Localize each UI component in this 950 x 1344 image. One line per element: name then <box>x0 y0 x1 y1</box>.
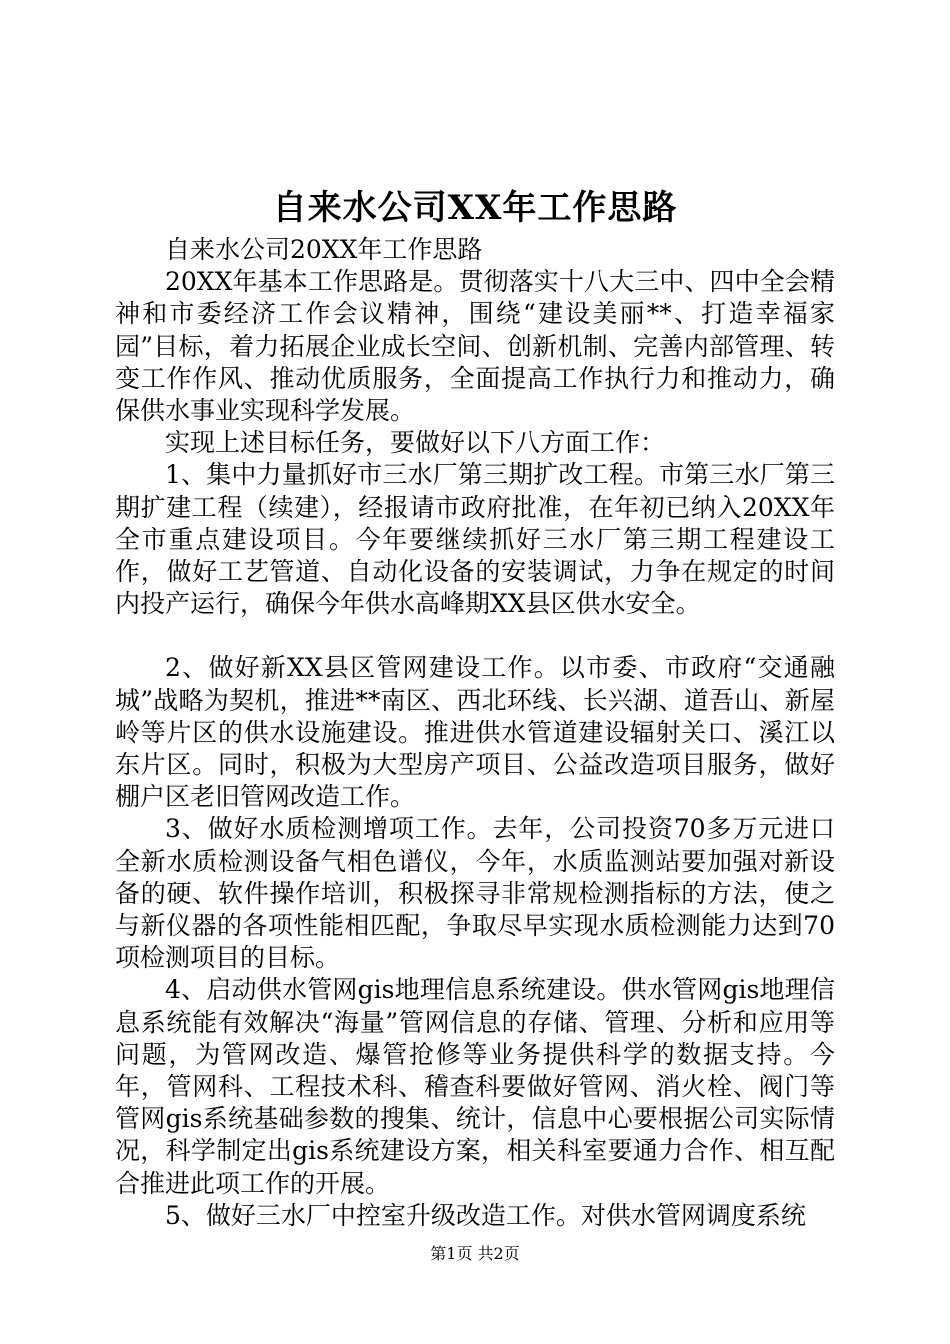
task-4-paragraph: 4、启动供水管网gis地理信息系统建设。供水管网gis地理信息系统能有效解决“海量”管网信息的存储、管理、分析和应用等问题，为管网改造、爆管抢修等业务提供科学的数据支持。今年，管网科、工程技术科、稽查科要做好管网、消火栓、阀门等管网gis系统基础参数的搜集、统计，信息中心要根据公司实际情况，科学制定出gis系统建设方案，相关科室要通力合作、相互配合推进此项工作的开展。 <box>115 975 835 1198</box>
task-2-paragraph: 2、做好新XX县区管网建设工作。以市委、市政府“交通融城”战略为契机，推进**南区、西北环线、长兴湖、道吾山、新屋岭等片区的供水设施建设。推进供水管道建设辐射关口、溪江以东片区。同时，积极为大型房产项目、公益改造项目服务，做好棚户区老旧管网改造工作。 <box>115 653 835 812</box>
tasks-intro-paragraph: 实现上述目标任务，要做好以下八方面工作： <box>165 428 666 458</box>
document-title: 自来水公司XX年工作思路 <box>272 188 678 228</box>
intro-paragraph: 20XX年基本工作思路是。贯彻落实十八大三中、四中全会精神和市委经济工作会议精神，围绕“建设美丽**、打造幸福家园”目标，着力拓展企业成长空间、创新机制、完善内部管理、转变工作作风、推动优质服务，全面提高工作执行力和推动力，确保供水事业实现科学发展。 <box>115 267 835 426</box>
page-footer: 第1页 共2页 <box>430 1244 520 1263</box>
task-5-paragraph: 5、做好三水厂中控室升级改造工作。对供水管网调度系统 <box>165 1200 806 1230</box>
task-3-paragraph: 3、做好水质检测增项工作。去年，公司投资70多万元进口全新水质检测设备气相色谱仪，今年，水质监测站要加强对新设备的硬、软件操作培训，积极探寻非常规检测指标的方法，使之与新仪器的各项性能相匹配，争取尽早实现水质检测能力达到70项检测项目的目标。 <box>115 814 835 973</box>
subtitle-paragraph: 自来水公司20XX年工作思路 <box>165 235 483 264</box>
task-1-paragraph: 1、集中力量抓好市三水厂第三期扩改工程。市第三水厂第三期扩建工程（续建），经报请市政府批准，在年初已纳入20XX年全市重点建设项目。今年要继续抓好三水厂第三期工程建设工作，做好工艺管道、自动化设备的安装调试，力争在规定的时间内投产运行，确保今年供水高峰期XX县区供水安全。 <box>115 460 835 619</box>
document-body <box>115 234 835 1232</box>
